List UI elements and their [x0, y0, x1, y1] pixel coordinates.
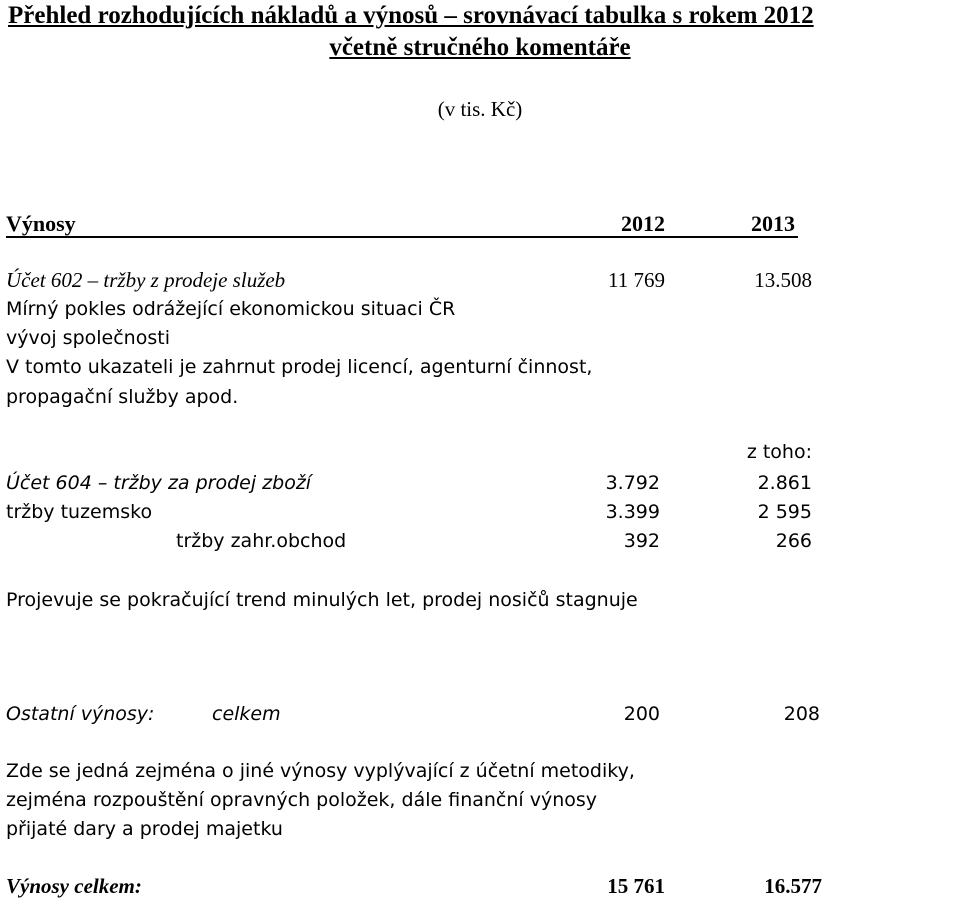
acct602-label: Účet 602 – tržby z prodeje služeb: [6, 268, 286, 292]
page-subtitle: včetně stručného komentáře: [329, 34, 631, 61]
foreign-sales-label: tržby zahr.obchod: [176, 530, 347, 552]
unit-label: (v tis. Kč): [437, 97, 523, 121]
total-revenue-2012: 15 761: [607, 874, 665, 898]
acct602-2012-value: 11 769: [608, 268, 665, 292]
acct604-2013-value: 2.861: [757, 472, 812, 494]
other-revenue-sublabel: celkem: [212, 703, 281, 725]
of-which-label: z toho:: [746, 441, 812, 463]
domestic-sales-label: tržby tuzemsko: [6, 501, 153, 523]
acct602-comment-line: Mírný pokles odrážející ekonomickou situaci ČR: [6, 298, 456, 320]
domestic-sales-2012: 3.399: [605, 501, 660, 523]
other-comment-line: přijaté dary a prodej majetku: [6, 818, 283, 840]
acct604-2012-value: 3.792: [605, 472, 660, 494]
acct602-comment-line: propagační služby apod.: [6, 386, 239, 408]
acct602-2013-value: 13.508: [754, 268, 812, 292]
foreign-sales-2013: 266: [775, 530, 812, 552]
domestic-sales-2013: 2 595: [757, 501, 812, 523]
page-title: Přehled rozhodujících nákladů a výnosů – srovnávací tabulka s rokem 2012: [8, 2, 814, 29]
total-revenue-2013: 16.577: [764, 874, 822, 898]
total-revenue-label: Výnosy celkem:: [6, 874, 142, 898]
acct602-comment-line: V tomto ukazateli je zahrnut prodej licencí, agenturní činnost,: [6, 356, 593, 378]
header-underline: [6, 236, 798, 238]
other-comment-line: zejména rozpouštění opravných položek, dále finanční výnosy: [6, 789, 598, 811]
other-revenue-label: Ostatní výnosy:: [6, 703, 155, 725]
other-revenue-2013: 208: [783, 703, 820, 725]
foreign-sales-2012: 392: [623, 530, 660, 552]
acct604-label: Účet 604 – tržby za prodej zboží: [6, 472, 312, 494]
year-2013-header: 2013: [751, 211, 795, 236]
year-2012-header: 2012: [621, 211, 665, 236]
acct604-comment: Projevuje se pokračující trend minulých let, prodej nosičů stagnuje: [6, 589, 638, 611]
other-comment-line: Zde se jedná zejména o jiné výnosy vyplývající z účetní metodiky,: [6, 760, 635, 782]
other-revenue-2012: 200: [623, 703, 660, 725]
revenue-header-label: Výnosy: [6, 211, 76, 236]
acct602-comment-line: vývoj společnosti: [6, 327, 170, 349]
